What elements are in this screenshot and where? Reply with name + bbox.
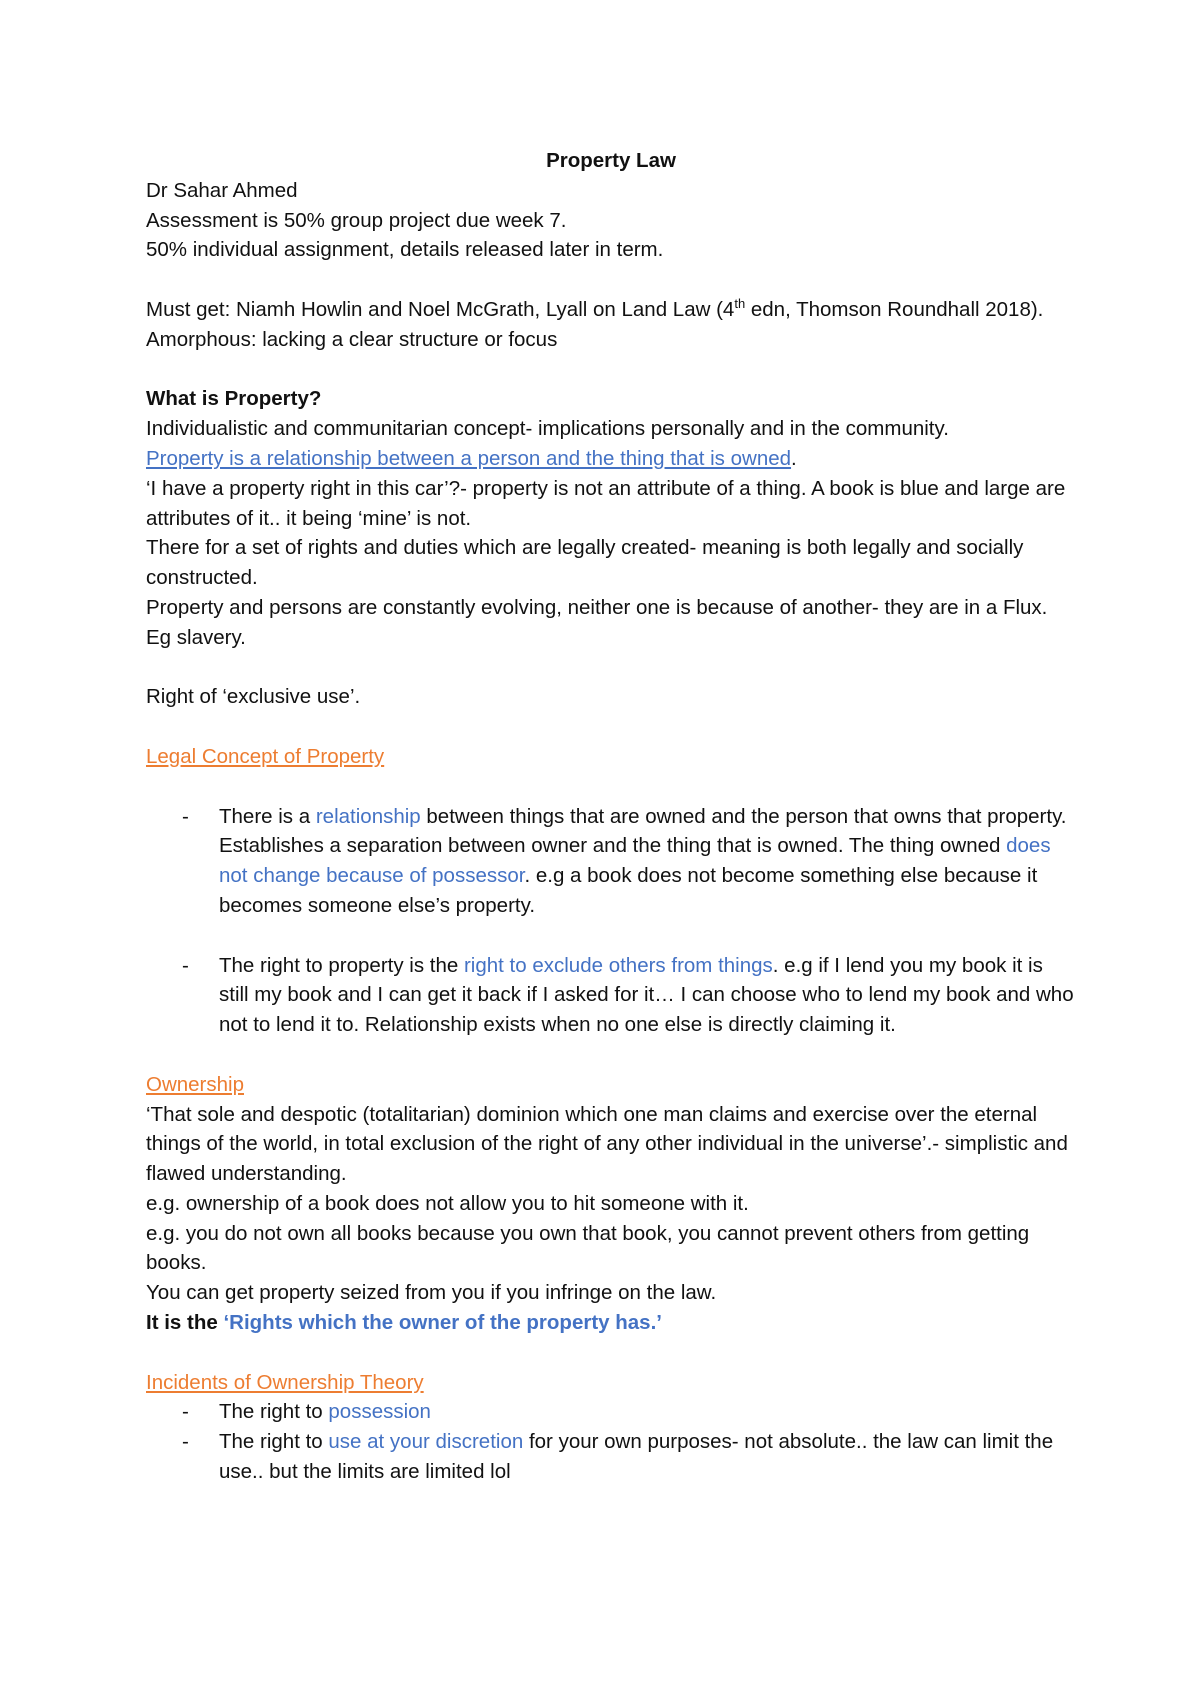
bullet-text: . e.g a book does not become something else because it becomes someone else’s property.: [219, 864, 1038, 917]
rights-text: It is the: [146, 1311, 224, 1335]
bullet-dash: -: [182, 804, 189, 828]
highlight-possession: possession: [328, 1400, 431, 1424]
must-get-text-a: Must get: Niamh Howlin and Noel McGrath, Lyall on Land Law (4: [146, 297, 735, 321]
what-is-property-heading: What is Property?: [146, 387, 322, 411]
ownership-quote: ‘That sole and despotic (totalitarian) dominion which one man claims and exercise over the eternal things of the world, in total exclusion of the right of any other individual in the universe’.- simplistic and flawed understanding.: [146, 1102, 1068, 1186]
bullet-text: The right to property is the: [219, 953, 464, 977]
spacer: [146, 355, 1076, 385]
example-books: e.g. you do not own all books because you own that book, you cannot prevent others from getting books.: [146, 1221, 1030, 1275]
highlight-exclude: right to exclude others from things: [463, 953, 773, 977]
relationship-period: .: [791, 446, 797, 470]
exclusive-use-line: Right of ‘exclusive use’.: [146, 685, 361, 709]
bullet-text: The right to: [219, 1400, 329, 1424]
bullet-dash: -: [182, 1430, 189, 1454]
list-item: [146, 802, 1076, 921]
bullet-text: between things that are owned and the person that owns that property. Establishes a separation between owner and the thing that is owned. The thing owned: [219, 804, 1067, 858]
rights-duties-line: There for a set of rights and duties which are legally created- meaning is both legally and socially constructed.: [146, 536, 1024, 590]
relationship-link[interactable]: Property is a relationship between a person and the thing that is owned: [146, 446, 792, 470]
ownership-heading: Ownership: [146, 1072, 244, 1096]
list-item: [146, 1397, 1076, 1427]
amorphous-definition: Amorphous: lacking a clear structure or focus: [146, 327, 558, 351]
relationship-line: [146, 444, 1076, 474]
edition-superscript: th: [734, 296, 746, 312]
highlight-possessor: does not change because of possessor: [219, 834, 1051, 888]
spacer: [146, 653, 1076, 683]
spacer: [146, 1040, 1076, 1070]
bullet-dash: -: [182, 953, 189, 977]
spacer: [146, 1338, 1076, 1368]
spacer: [146, 265, 1076, 295]
bullet-text: for your own purposes- not absolute.. the law can limit the use.. but the limits are limited lol: [219, 1430, 1054, 1484]
spacer: [146, 712, 1076, 742]
assessment-line-1: Assessment is 50% group project due week 7.: [146, 208, 567, 232]
bullet-text: There is a: [219, 804, 316, 828]
must-get-text-b: edn, Thomson Roundhall 2018).: [745, 297, 1044, 321]
list-item: [146, 951, 1076, 1040]
must-get-line: [146, 295, 1076, 325]
seized-line: You can get property seized from you if you infringe on the law.: [146, 1281, 717, 1305]
individualistic-line: Individualistic and communitarian concept- implications personally and in the community.: [146, 417, 949, 441]
highlight-discretion: use at your discretion: [328, 1430, 524, 1454]
rights-quote: ‘Rights which the owner of the property has.’: [223, 1311, 662, 1335]
example-hit: e.g. ownership of a book does not allow you to hit someone with it.: [146, 1191, 749, 1215]
highlight-relationship: relationship: [315, 804, 421, 828]
assessment-line-2: 50% individual assignment, details released later in term.: [146, 238, 664, 262]
document-body: [146, 146, 1076, 1487]
legal-concept-heading: Legal Concept of Property: [146, 744, 385, 768]
bullet-text: The right to: [219, 1430, 329, 1454]
spacer: [146, 772, 1076, 802]
bullet-text: . e.g if I lend you my book it is still my book and I can get it back if I asked for it… I can choose who to lend my book and who not to lend it to. Relationship exists when no one else is directly claiming it.: [219, 953, 1074, 1037]
spacer: [146, 921, 1076, 951]
bullet-dash: -: [182, 1400, 189, 1424]
incidents-heading: Incidents of Ownership Theory: [146, 1370, 424, 1394]
car-quote: ‘I have a property right in this car’?- property is not an attribute of a thing. A book is blue and large are attributes of it.. it being ‘mine’ is not.: [146, 476, 1066, 530]
evolving-line: Property and persons are constantly evolving, neither one is because of another- they are in a Flux. Eg slavery.: [146, 595, 1048, 649]
list-item: [146, 1427, 1076, 1487]
page-title: Property Law: [546, 149, 676, 172]
lecturer-line: Dr Sahar Ahmed: [146, 178, 298, 202]
rights-line: [146, 1308, 1076, 1338]
